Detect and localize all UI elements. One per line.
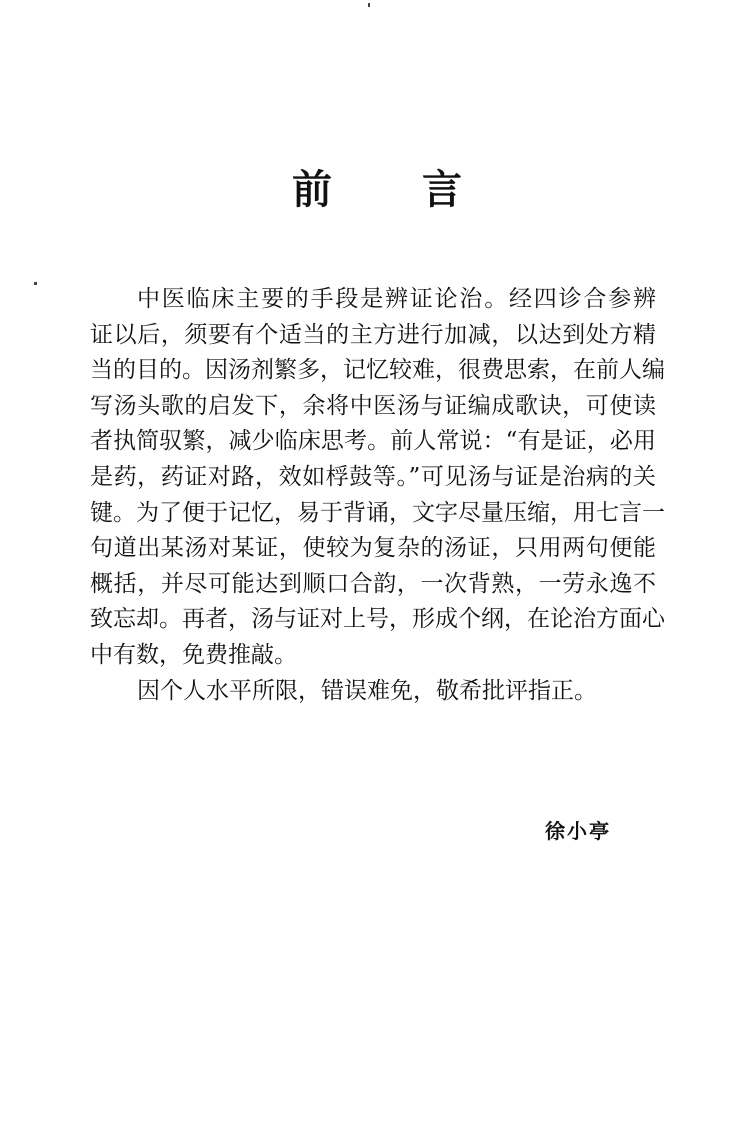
scan-speck <box>34 282 37 285</box>
preface-body <box>90 282 665 709</box>
text-line: 因个人水平所限，错误难免，敬希批评指正。 <box>137 677 597 704</box>
text-line: 键。为了便于记忆，易于背诵，文字尽量压缩，用七言一 <box>90 499 665 526</box>
scan-speck <box>368 3 370 7</box>
text-line: 写汤头歌的启发下，余将中医汤与证编成歌诀，可使读 <box>90 392 656 419</box>
text-line: 是药，药证对路，效如桴鼓等。”可见汤与证是治病的关 <box>90 463 656 490</box>
text-line: 句道出某汤对某证，使较为复杂的汤证，只用两句便能 <box>90 535 656 562</box>
text-line: 致忘却。再者，汤与证对上号，形成个纲，在论治方面心 <box>90 606 665 633</box>
text-line: 当的目的。因汤剂繁多，记忆较难，很费思索，在前人编 <box>90 357 665 384</box>
page-title <box>0 162 737 218</box>
text-line: 中有数，免费推敲。 <box>90 641 297 668</box>
author-signature: 徐小亭 <box>545 819 611 843</box>
title-char: 前 <box>292 166 332 213</box>
title-char: 言 <box>422 166 462 213</box>
text-line: 证以后，须要有个适当的主方进行加减，以达到处方精 <box>90 321 656 348</box>
text-line: 者执简驭繁，减少临床思考。前人常说：“有是证，必用 <box>90 428 656 455</box>
text-line: 中医临床主要的手段是辨证论治。经四诊合参辨 <box>137 286 656 312</box>
text-line: 概括，并尽可能达到顺口合韵，一次背熟，一劳永逸不 <box>90 570 656 597</box>
